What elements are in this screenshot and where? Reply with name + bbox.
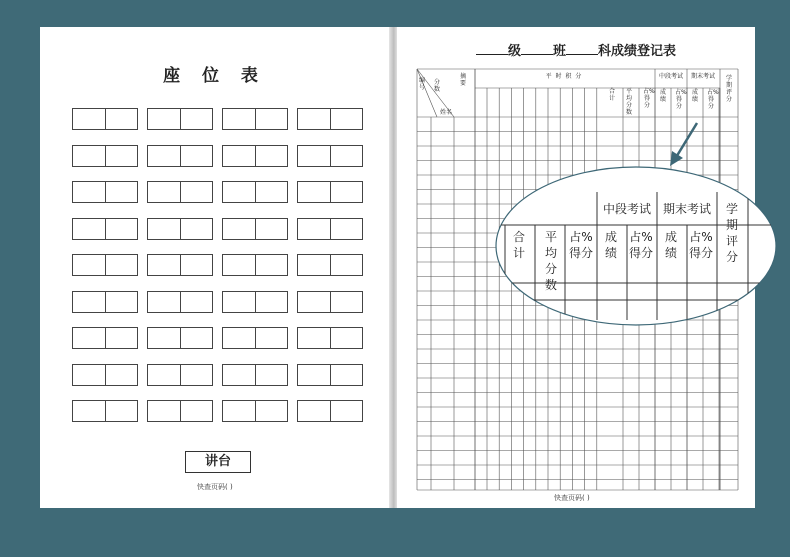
zoom-final: 期末考试 [662, 202, 711, 216]
title-subject: 科成绩登记表 [598, 44, 677, 59]
header-final: 期末考试 [690, 73, 715, 80]
zoom-final-grade: 成绩 [664, 230, 677, 260]
zoom-midterm-grade: 成绩 [604, 230, 617, 260]
title-grade-level: 级 [507, 44, 521, 59]
header-percent: 占%得分 [643, 88, 655, 109]
title-class: 班 [552, 44, 566, 59]
header-regular-points: 平 时 积 分 [545, 73, 583, 80]
header-total: 合计 [608, 88, 615, 102]
header-name: 姓名 [439, 109, 452, 116]
zoom-midterm-percent: 占%得分 [628, 230, 653, 260]
header-midterm-grade: 成绩 [659, 89, 666, 103]
left-page-footer: 快查页码( ) [197, 483, 233, 491]
seating-chart-title: 座 位 表 [163, 66, 266, 86]
header-average: 平均分数 [625, 88, 632, 116]
header-term-score: 学期评分 [725, 75, 732, 103]
header-final-grade: 成绩 [691, 89, 698, 103]
header-midterm-percent: 占%得分 [675, 89, 687, 110]
podium-label: 讲台 [185, 451, 251, 473]
zoom-term-score: 学期评分 [725, 202, 738, 264]
header-score: 分数 [433, 79, 440, 93]
pointer-arrow-head-icon [670, 151, 683, 166]
header-midterm: 中段考试 [658, 73, 683, 80]
right-page-footer: 快查页码( ) [554, 494, 590, 502]
header-summary: 摘要 [459, 73, 466, 87]
header-final-percent: 占%得分 [707, 89, 719, 110]
zoom-percent: 占%得分 [568, 230, 593, 260]
pointer-arrow-line [675, 123, 697, 159]
zoom-total: 合计 [512, 230, 525, 260]
header-serial: 编号 [418, 77, 425, 91]
zoom-average: 平均分数 [544, 230, 557, 292]
zoom-final-percent: 占%得分 [688, 230, 713, 260]
zoom-midterm: 中段考试 [602, 202, 651, 216]
